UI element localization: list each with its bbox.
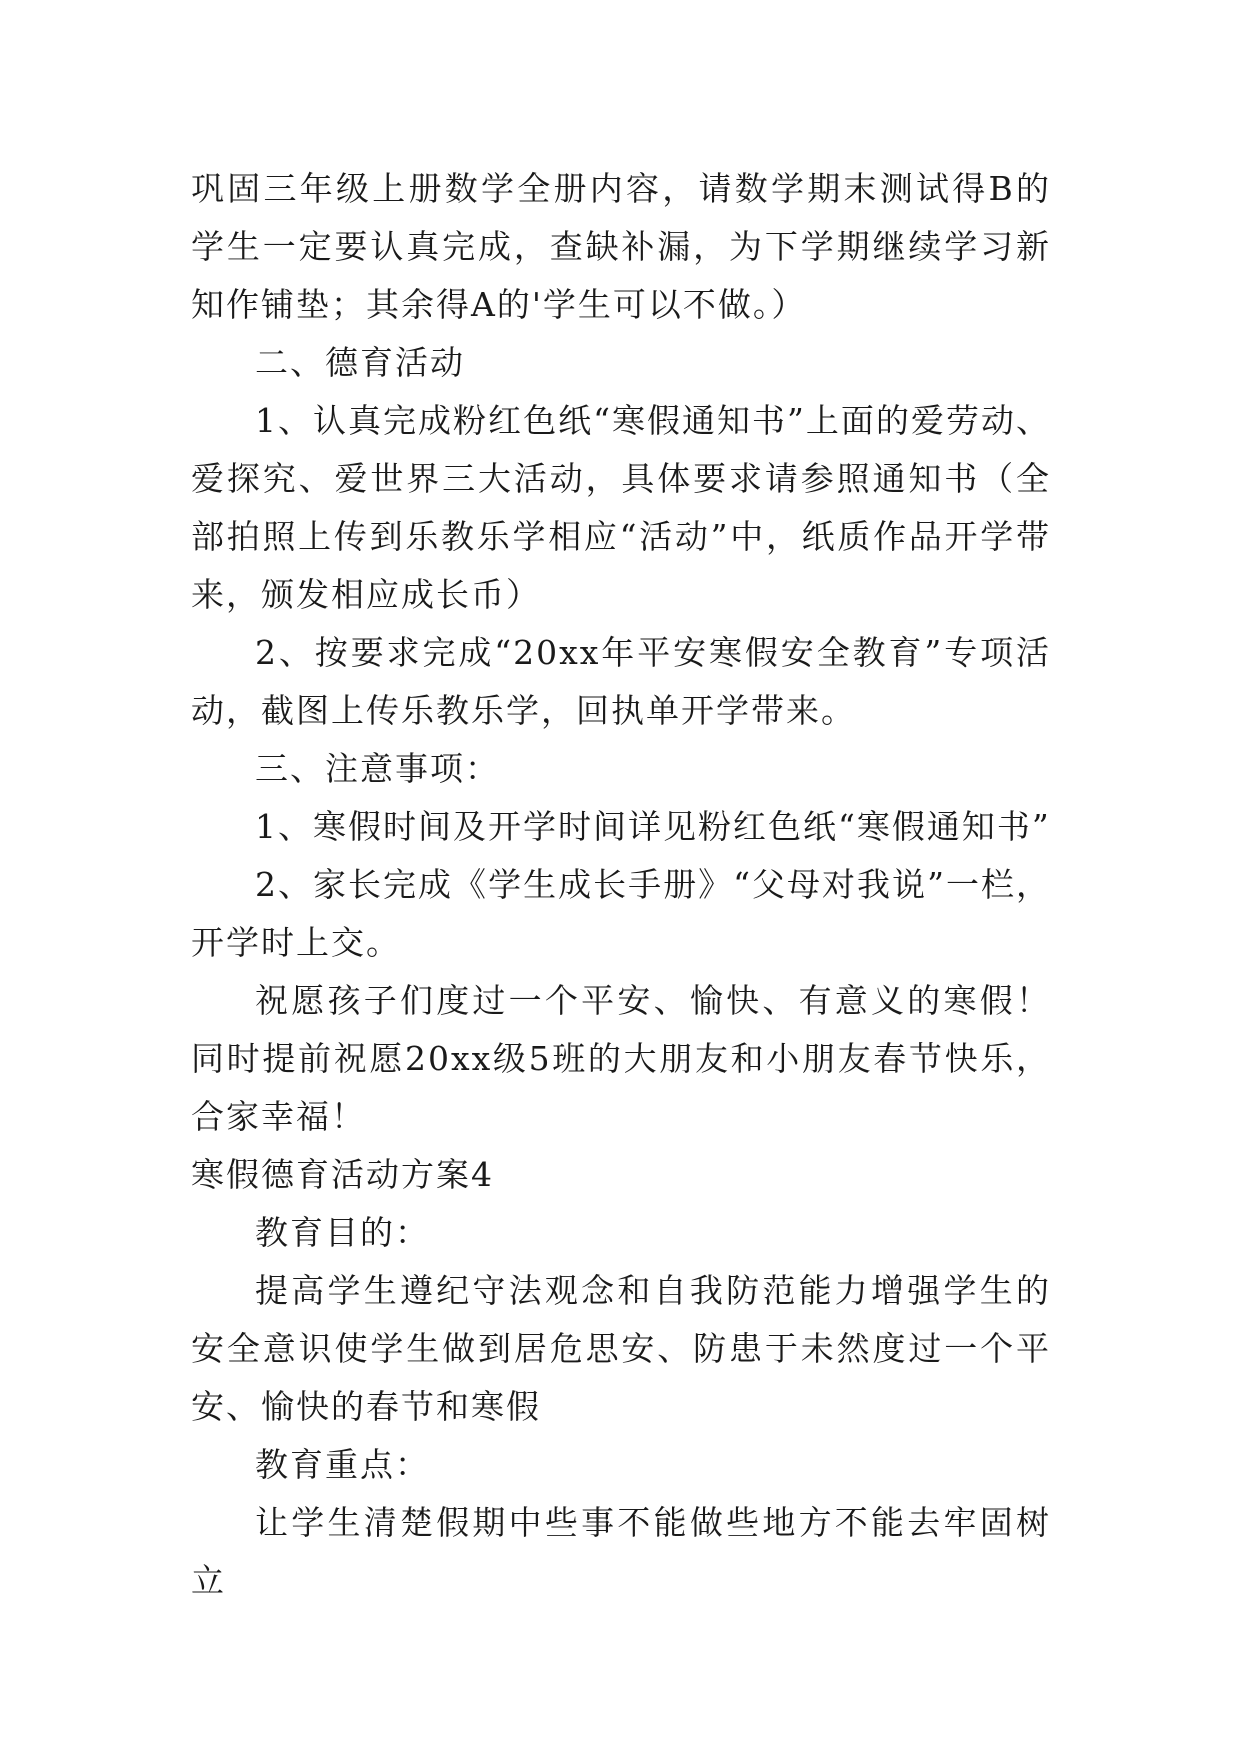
document-title-plan-4: 寒假德育活动方案4 bbox=[191, 1155, 494, 1194]
document-body bbox=[191, 160, 1051, 1610]
paragraph-wishes: 祝愿孩子们度过一个平安、愉快、有意义的寒假！同时提前祝愿20xx级5班的大朋友和小朋友春节快乐，合家幸福！ bbox=[191, 981, 1051, 1136]
heading-education-purpose: 教育目的： bbox=[255, 1213, 430, 1252]
section-heading-moral-activities: 二、德育活动 bbox=[255, 343, 465, 382]
paragraph-activity-2: 2、按要求完成“20xx年平安寒假安全教育”专项活动，截图上传乐教乐学，回执单开学带来。 bbox=[191, 633, 1051, 730]
section-heading-notes: 三、注意事项： bbox=[255, 749, 500, 788]
paragraph-note-2: 2、家长完成《学生成长手册》“父母对我说”一栏，开学时上交。 bbox=[191, 865, 1051, 962]
paragraph-education-focus: 让学生清楚假期中些事不能做些地方不能去牢固树立 bbox=[191, 1503, 1051, 1600]
paragraph-activity-1: 1、认真完成粉红色纸“寒假通知书”上面的爱劳动、爱探究、爱世界三大活动，具体要求请参照通知书（全部拍照上传到乐教乐学相应“活动”中，纸质作品开学带来，颁发相应成长币） bbox=[191, 401, 1051, 614]
paragraph-math-note: 巩固三年级上册数学全册内容，请数学期末测试得B的学生一定要认真完成，查缺补漏，为下学期继续学习新知作铺垫；其余得A的'学生可以不做。） bbox=[191, 169, 1051, 324]
heading-education-focus: 教育重点： bbox=[255, 1445, 430, 1484]
paragraph-education-purpose: 提高学生遵纪守法观念和自我防范能力增强学生的安全意识使学生做到居危思安、防患于未然度过一个平安、愉快的春节和寒假 bbox=[191, 1271, 1051, 1426]
paragraph-note-1: 1、寒假时间及开学时间详见粉红色纸“寒假通知书” bbox=[255, 807, 1051, 846]
